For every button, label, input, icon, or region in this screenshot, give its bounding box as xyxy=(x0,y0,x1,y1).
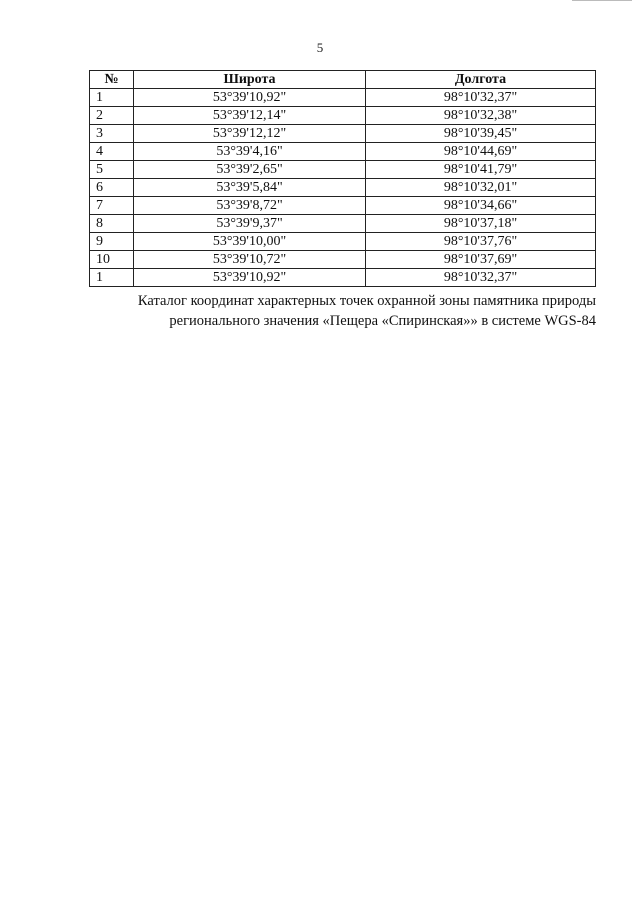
header-latitude: Широта xyxy=(134,71,366,89)
latitude-cell: 53°39'10,92" xyxy=(134,89,366,107)
table-row xyxy=(90,161,596,179)
latitude-cell: 53°39'8,72" xyxy=(134,197,366,215)
longitude-cell: 98°10'37,18" xyxy=(366,215,596,233)
table-row xyxy=(90,89,596,107)
latitude-cell: 53°39'5,84" xyxy=(134,179,366,197)
latitude-cell: 53°39'12,14" xyxy=(134,107,366,125)
longitude-cell: 98°10'32,38" xyxy=(366,107,596,125)
row-number-cell: 6 xyxy=(90,179,134,197)
table-caption xyxy=(100,291,596,331)
latitude-cell: 53°39'9,37" xyxy=(134,215,366,233)
row-number-cell: 7 xyxy=(90,197,134,215)
table-row xyxy=(90,179,596,197)
row-number-cell: 4 xyxy=(90,143,134,161)
latitude-cell: 53°39'10,72" xyxy=(134,251,366,269)
scan-edge-mark xyxy=(572,0,632,1)
header-number: № xyxy=(90,71,134,89)
latitude-cell: 53°39'10,00" xyxy=(134,233,366,251)
table-row xyxy=(90,125,596,143)
latitude-cell: 53°39'12,12" xyxy=(134,125,366,143)
longitude-cell: 98°10'37,69" xyxy=(366,251,596,269)
table-header-row xyxy=(90,71,596,89)
longitude-cell: 98°10'32,37" xyxy=(366,89,596,107)
longitude-cell: 98°10'32,37" xyxy=(366,269,596,287)
latitude-cell: 53°39'2,65" xyxy=(134,161,366,179)
longitude-cell: 98°10'32,01" xyxy=(366,179,596,197)
table-row xyxy=(90,215,596,233)
table-row xyxy=(90,197,596,215)
row-number-cell: 5 xyxy=(90,161,134,179)
table-row xyxy=(90,107,596,125)
row-number-cell: 1 xyxy=(90,89,134,107)
row-number-cell: 9 xyxy=(90,233,134,251)
latitude-cell: 53°39'4,16" xyxy=(134,143,366,161)
row-number-cell: 2 xyxy=(90,107,134,125)
header-longitude: Долгота xyxy=(366,71,596,89)
longitude-cell: 98°10'37,76" xyxy=(366,233,596,251)
table-body xyxy=(90,89,596,287)
caption-line-1: Каталог координат характерных точек охранной зоны памятника природы xyxy=(137,293,596,309)
latitude-cell: 53°39'10,92" xyxy=(134,269,366,287)
longitude-cell: 98°10'41,79" xyxy=(366,161,596,179)
longitude-cell: 98°10'39,45" xyxy=(366,125,596,143)
table-row xyxy=(90,233,596,251)
table-row xyxy=(90,251,596,269)
row-number-cell: 10 xyxy=(90,251,134,269)
table-row xyxy=(90,143,596,161)
row-number-cell: 1 xyxy=(90,269,134,287)
row-number-cell: 8 xyxy=(90,215,134,233)
longitude-cell: 98°10'34,66" xyxy=(366,197,596,215)
longitude-cell: 98°10'44,69" xyxy=(366,143,596,161)
page-number: 5 xyxy=(316,40,324,55)
row-number-cell: 3 xyxy=(90,125,134,143)
coordinates-table xyxy=(89,70,596,287)
table-row xyxy=(90,269,596,287)
caption-line-2: регионального значения «Пещера «Спиринская»» в системе WGS-84 xyxy=(169,313,596,329)
